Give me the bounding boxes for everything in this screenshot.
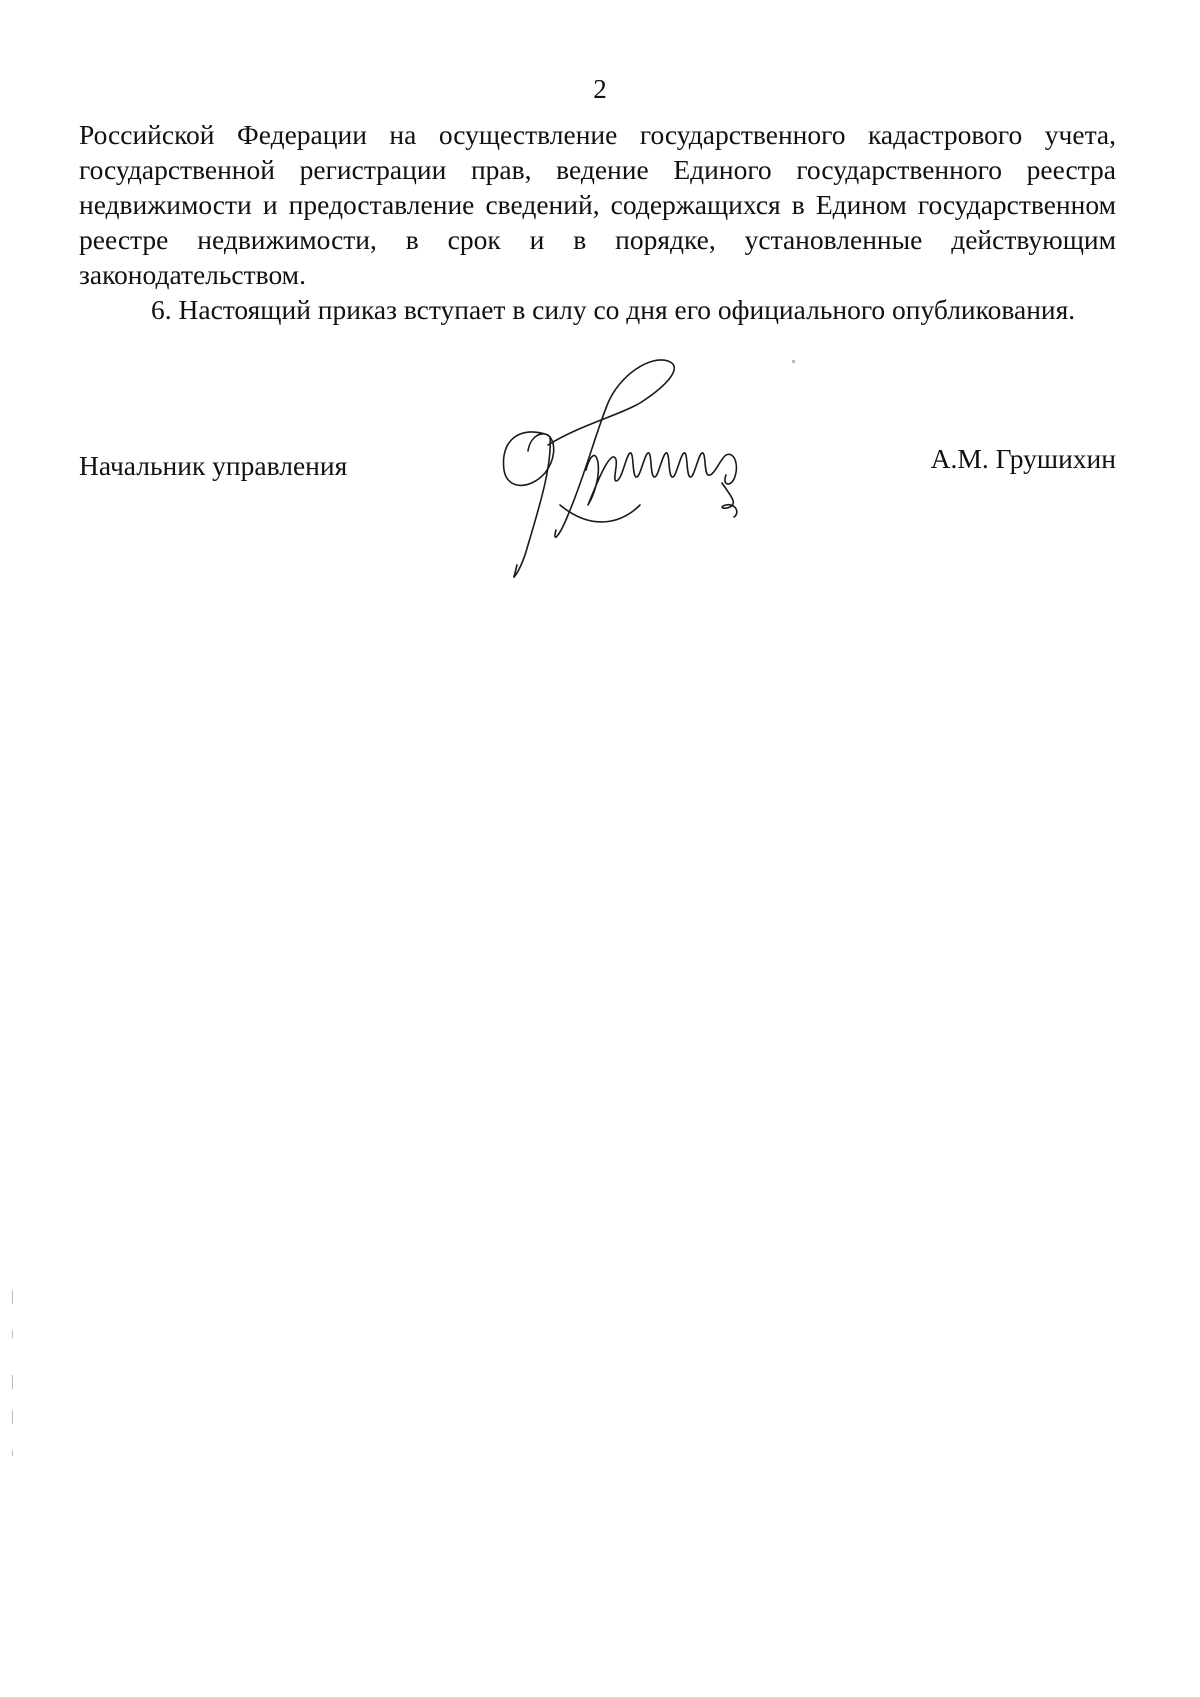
body-text	[79, 117, 1116, 327]
scan-speck	[12, 1375, 13, 1389]
paragraph-6: 6. Настоящий приказ вступает в силу со дня его официального опубликования.	[151, 294, 1076, 325]
paragraph-line: недвижимости и предоставление сведений, содержащихся в Едином государственном	[79, 189, 1116, 220]
scan-speck	[12, 1410, 13, 1424]
handwritten-signature	[490, 355, 830, 585]
signer-name: А.М. Грушихин	[930, 443, 1116, 474]
signer-position-title: Начальник управления	[79, 450, 348, 481]
paragraph-line: реестре недвижимости, в срок и в порядке, установленные действующим	[79, 224, 1116, 255]
paragraph-line: Российской Федерации на осуществление государственного кадастрового учета,	[79, 119, 1116, 150]
paragraph-last-line: законодательством.	[79, 259, 306, 290]
scan-speck	[12, 1290, 13, 1304]
scan-speck	[12, 1450, 13, 1456]
paragraph-line: государственной регистрации прав, ведение Единого государственного реестра	[79, 154, 1116, 185]
page-number: 2	[593, 74, 607, 104]
scan-speck	[792, 360, 795, 363]
scan-speck	[12, 1330, 13, 1338]
